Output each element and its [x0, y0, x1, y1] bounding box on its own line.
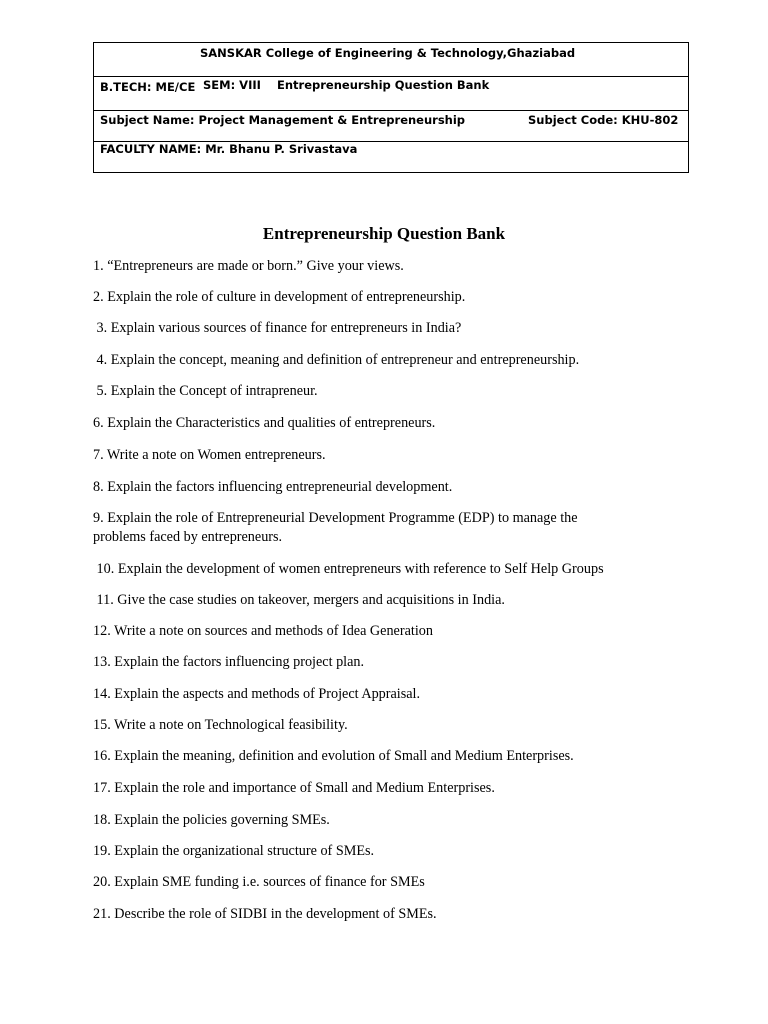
question-item: 5. Explain the Concept of intrapreneur. — [93, 383, 318, 399]
question-item: 11. Give the case studies on takeover, mergers and acquisitions in India. — [93, 592, 505, 608]
question-item: 17. Explain the role and importance of Small and Medium Enterprises. — [93, 780, 495, 796]
page-title: Entrepreneurship Question Bank — [262, 224, 506, 243]
faculty-name: FACULTY NAME: Mr. Bhanu P. Srivastava — [100, 142, 358, 156]
question-item: 20. Explain SME funding i.e. sources of finance for SMEs — [93, 874, 425, 890]
question-item: 15. Write a note on Technological feasibility. — [93, 717, 348, 733]
question-item: 13. Explain the factors influencing project plan. — [93, 654, 365, 670]
college-name: SANSKAR College of Engineering & Technology,Ghaziabad — [200, 46, 576, 60]
question-item: 12. Write a note on sources and methods of Idea Generation — [93, 623, 433, 639]
header-table — [93, 42, 689, 173]
question-item: 14. Explain the aspects and methods of Project Appraisal. — [93, 686, 421, 702]
subject-code: Subject Code: KHU-802 — [528, 113, 679, 127]
header-row-course — [94, 77, 688, 111]
header-row-faculty — [94, 142, 688, 172]
question-item: 3. Explain various sources of finance for entrepreneurs in India? — [93, 320, 462, 336]
bank-label: Entrepreneurship Question Bank — [277, 78, 490, 92]
course-label: B.TECH: ME/CE — [100, 80, 196, 94]
question-item: 21. Describe the role of SIDBI in the development of SMEs. — [93, 906, 437, 922]
question-item: 18. Explain the policies governing SMEs. — [93, 812, 330, 828]
question-item: 2. Explain the role of culture in development of entrepreneurship. — [93, 289, 466, 305]
question-item: 6. Explain the Characteristics and qualities of entrepreneurs. — [93, 415, 436, 431]
question-item: 16. Explain the meaning, definition and evolution of Small and Medium Enterprises. — [93, 748, 574, 764]
semester-label: SEM: VIII — [203, 78, 261, 92]
question-item: 9. Explain the role of Entrepreneurial Development Programme (EDP) to manage the problems faced by entrepreneurs. — [93, 510, 578, 545]
question-item: 8. Explain the factors influencing entrepreneurial development. — [93, 479, 453, 495]
question-item: 7. Write a note on Women entrepreneurs. — [93, 447, 326, 463]
subject-name: Subject Name: Project Management & Entrepreneurship — [100, 113, 466, 127]
question-item: 10. Explain the development of women entrepreneurs with reference to Self Help Groups — [93, 561, 604, 577]
header-row-college — [94, 43, 688, 77]
question-item: 1. “Entrepreneurs are made or born.” Give your views. — [93, 258, 404, 274]
header-row-subject — [94, 111, 688, 142]
question-item: 4. Explain the concept, meaning and definition of entrepreneur and entrepreneurship. — [93, 352, 580, 368]
question-item: 19. Explain the organizational structure of SMEs. — [93, 843, 375, 859]
